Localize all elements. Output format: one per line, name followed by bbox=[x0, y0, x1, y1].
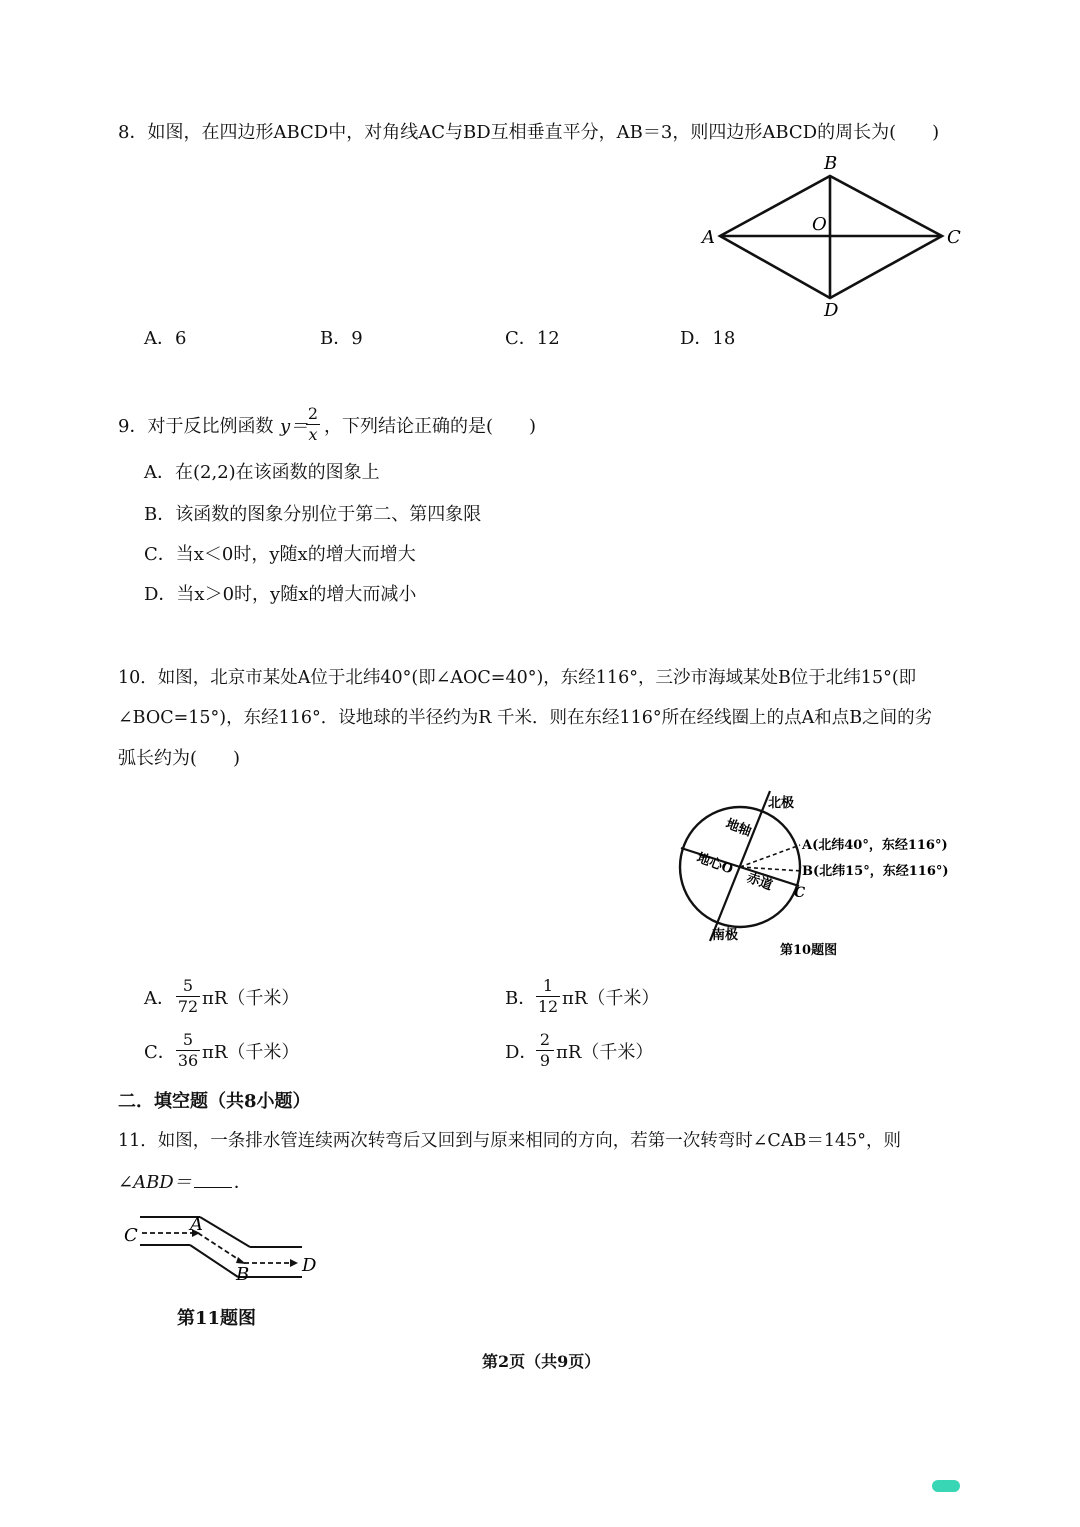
label-c: C bbox=[947, 227, 961, 248]
q9-stem-pre: 9．对于反比例函数 bbox=[118, 416, 274, 437]
q10-option-c-den: 36 bbox=[177, 1051, 199, 1070]
q11-line-2-pre: ∠ABD＝ bbox=[118, 1172, 192, 1193]
q9-option-d[interactable]: D．当x＞0时，y随x的增大而减小 bbox=[144, 584, 417, 605]
label-b: B bbox=[824, 153, 838, 174]
q10-earth-figure bbox=[670, 785, 970, 965]
q10-option-a-fraction bbox=[176, 978, 200, 1015]
figure-10-caption: 第10题图 bbox=[780, 943, 838, 958]
page-footer: 第2页（共9页） bbox=[482, 1352, 601, 1371]
q10-line-1: 10．如图，北京市某处A位于北纬40°(即∠AOC=40°)，东经116°，三沙市海域某处B位于北纬15°(即 bbox=[118, 668, 917, 688]
q9-stem-post: ，下列结论正确的是( ) bbox=[324, 416, 537, 437]
pipe-label-a: A bbox=[190, 1214, 203, 1235]
q10-option-b-fraction bbox=[536, 978, 560, 1015]
q10-option-c-fraction bbox=[176, 1032, 200, 1069]
q9-fn-den: x bbox=[308, 425, 318, 444]
q11-line-1: 11．如图，一条排水管连续两次转弯后又回到与原来相同的方向，若第一次转弯时∠CAB＝145°，则 bbox=[118, 1131, 901, 1151]
section-2-title: 二．填空题（共8小题） bbox=[118, 1091, 311, 1112]
south-pole-label: 南极 bbox=[712, 928, 739, 943]
pipe-label-c: C bbox=[124, 1225, 138, 1246]
q8-option-b[interactable]: B．9 bbox=[320, 328, 363, 349]
q10-option-a-den: 72 bbox=[177, 997, 199, 1016]
point-a-label: A(北纬40°，东经116°) bbox=[802, 838, 948, 853]
q8-option-d[interactable]: D．18 bbox=[680, 328, 736, 349]
q9-option-c[interactable]: C．当x＜0时，y随x的增大而增大 bbox=[144, 544, 416, 565]
label-a: A bbox=[702, 227, 715, 248]
floating-indicator[interactable] bbox=[932, 1480, 960, 1492]
q9-option-a[interactable]: A．在(2,2)在该函数的图象上 bbox=[144, 462, 380, 483]
q10-option-d-letter[interactable]: D． bbox=[505, 1042, 538, 1063]
q10-line-3: 弧长约为( ) bbox=[118, 748, 241, 769]
pipe-label-d: D bbox=[302, 1255, 317, 1276]
q8-rhombus-figure bbox=[690, 150, 980, 320]
q11-pipe-figure bbox=[120, 1205, 330, 1285]
q8-option-a[interactable]: A．6 bbox=[144, 328, 187, 349]
q10-option-a-letter[interactable]: A． bbox=[144, 988, 175, 1009]
q11-line-2-post: ． bbox=[233, 1172, 252, 1193]
q10-option-c-suffix: πR（千米） bbox=[202, 1042, 300, 1063]
q11-line-2 bbox=[118, 1174, 252, 1192]
north-pole-label: 北极 bbox=[768, 796, 795, 811]
q10-option-d-num: 2 bbox=[539, 1030, 551, 1049]
q11-answer-blank[interactable] bbox=[194, 1175, 232, 1188]
q8-option-c[interactable]: C．12 bbox=[505, 328, 560, 349]
label-d: D bbox=[824, 300, 839, 320]
equator-label: 赤道 bbox=[744, 870, 775, 894]
q10-option-b-suffix: πR（千米） bbox=[562, 988, 660, 1009]
q10-option-c-num: 5 bbox=[182, 1030, 194, 1049]
label-o: O bbox=[812, 214, 827, 235]
q10-option-c-letter[interactable]: C． bbox=[144, 1042, 176, 1063]
q9-fn-num: 2 bbox=[307, 404, 319, 423]
q10-option-d-suffix: πR（千米） bbox=[556, 1042, 654, 1063]
figure-11-caption: 第11题图 bbox=[177, 1308, 257, 1329]
q8-stem: 8．如图，在四边形ABCD中，对角线AC与BD互相垂直平分，AB＝3，则四边形ABCD的周长为( ) bbox=[118, 122, 940, 143]
pipe-label-b: B bbox=[236, 1264, 250, 1285]
q9-option-b[interactable]: B．该函数的图象分别位于第二、第四象限 bbox=[144, 504, 482, 525]
axis-label: 地轴 bbox=[723, 816, 754, 840]
q10-option-b-letter[interactable]: B． bbox=[505, 988, 537, 1009]
q10-option-a-num: 5 bbox=[182, 976, 194, 995]
q9-fn-y: y＝ bbox=[280, 416, 309, 437]
q10-line-2: ∠BOC=15°)，东经116°．设地球的半径约为R 千米．则在东经116°所在经线圈上的点A和点B之间的劣 bbox=[118, 708, 933, 728]
q10-option-d-fraction bbox=[536, 1032, 554, 1069]
radius-oa bbox=[740, 845, 800, 867]
point-b-label: B(北纬15°，东经116°) bbox=[802, 864, 949, 879]
q10-option-d-den: 9 bbox=[539, 1051, 551, 1070]
q10-option-b-num: 1 bbox=[542, 976, 554, 995]
point-c-label: C bbox=[794, 885, 806, 901]
q10-option-b-den: 12 bbox=[537, 997, 559, 1016]
q9-fn-fraction bbox=[306, 406, 320, 443]
center-label: 地心O bbox=[694, 850, 735, 878]
q10-option-a-suffix: πR（千米） bbox=[202, 988, 300, 1009]
